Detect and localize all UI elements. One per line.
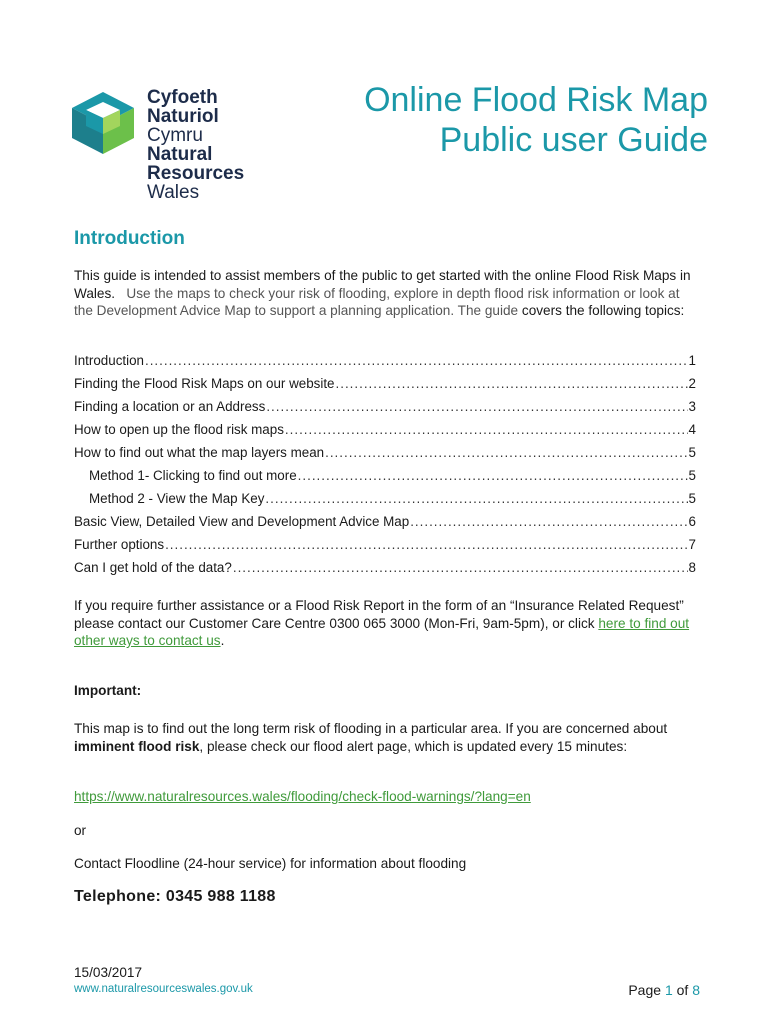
page-current: 1 <box>664 982 673 998</box>
toc-leader-dots <box>266 395 687 418</box>
toc-entry[interactable] <box>74 533 696 556</box>
footer-website: www.naturalresourceswales.gov.uk <box>74 983 253 995</box>
toc-leader-dots <box>285 418 688 441</box>
nrw-logo-icon <box>70 90 136 156</box>
flood-warnings-url-line <box>74 788 694 806</box>
toc-entry-title: Introduction <box>74 353 144 368</box>
toc-leader-dots <box>410 510 687 533</box>
or-text: or <box>74 823 87 838</box>
contact-link[interactable]: here to find out other ways to contact us <box>74 615 690 648</box>
toc-entry-page: 6 <box>688 514 696 529</box>
toc-leader-dots <box>325 441 687 464</box>
imminent-flood-risk: imminent flood risk <box>74 738 200 754</box>
flood-warnings-link[interactable]: https://www.naturalresources.wales/flooding/check-flood-warnings/?lang=en <box>74 789 531 804</box>
logo-line: Wales <box>147 182 200 203</box>
telephone: Telephone: 0345 988 1188 <box>74 888 276 905</box>
toc-entry-page: 4 <box>688 422 696 437</box>
logo-line: Cymru <box>147 125 203 146</box>
logo-line: Natural <box>147 144 213 165</box>
toc-entry-page: 1 <box>688 353 696 368</box>
toc-leader-dots <box>165 533 687 556</box>
logo-line: Naturiol <box>147 106 219 127</box>
toc-entry-page: 8 <box>688 560 696 575</box>
introduction-paragraph <box>74 267 694 320</box>
important-paragraph <box>74 720 694 755</box>
toc-entry[interactable] <box>74 556 696 579</box>
document-title <box>364 80 708 160</box>
toc-entry-title: Further options <box>74 537 165 552</box>
page-number <box>628 982 700 998</box>
toc-entry-title: Method 1- Clicking to find out more <box>89 468 297 483</box>
toc-entry[interactable] <box>74 487 696 510</box>
important-heading: Important: <box>74 683 142 698</box>
important-text-a: This map is to find out the long term risk of flooding in a particular area. If you are concerned about <box>74 721 668 736</box>
table-of-contents <box>74 349 696 579</box>
toc-entry[interactable] <box>74 372 696 395</box>
assistance-end: . <box>220 633 225 648</box>
toc-entry[interactable] <box>74 510 696 533</box>
toc-entry-page: 2 <box>688 376 696 391</box>
assistance-text: If you require further assistance or a Flood Risk Report in the form of an “Insurance Related Request” please contact our Customer Care Centre 0300 065 3000 (Mon-Fri, 9am-5pm), or click <box>74 598 684 631</box>
toc-leader-dots <box>233 556 688 579</box>
page-of: of <box>676 982 689 998</box>
toc-leader-dots <box>298 464 688 487</box>
intro-text-3: covers the following topics: <box>521 303 685 318</box>
logo-line: Resources <box>147 163 245 184</box>
introduction-heading: Introduction <box>74 228 185 249</box>
toc-entry[interactable] <box>74 464 696 487</box>
toc-entry-page: 5 <box>688 445 696 460</box>
toc-entry-page: 5 <box>688 468 696 483</box>
toc-entry-title: How to find out what the map layers mean <box>74 445 325 460</box>
toc-entry-page: 3 <box>688 399 696 414</box>
title-line-2: Public user Guide <box>439 121 708 159</box>
toc-leader-dots <box>336 372 688 395</box>
toc-entry-title: How to open up the flood risk maps <box>74 422 284 437</box>
toc-entry-title: Finding a location or an Address <box>74 399 266 414</box>
toc-entry-page: 5 <box>688 491 696 506</box>
toc-entry[interactable] <box>74 418 696 441</box>
toc-entry-title: Finding the Flood Risk Maps on our website <box>74 376 335 391</box>
intro-text-2: Use the maps to check your risk of flooding, explore in depth flood risk information or look at the Development Advice Map to support a planning application. The guide <box>74 285 680 318</box>
toc-entry[interactable] <box>74 349 696 372</box>
toc-leader-dots <box>145 349 688 372</box>
toc-leader-dots <box>265 487 687 510</box>
logo-line: Cyfoeth <box>147 87 218 108</box>
page-label: Page <box>628 982 662 998</box>
floodline-text: Contact Floodline (24-hour service) for information about flooding <box>74 856 467 871</box>
title-line-1: Online Flood Risk Map <box>364 81 708 119</box>
footer-date: 15/03/2017 <box>74 965 143 980</box>
page-total: 8 <box>692 982 700 998</box>
toc-entry[interactable] <box>74 395 696 418</box>
nrw-logo <box>70 88 270 206</box>
intro-text-1: This guide is intended to assist members of the public to get started with the online Flood Risk Maps in Wales. <box>74 268 691 301</box>
toc-entry[interactable] <box>74 441 696 464</box>
important-text-b: , please check our flood alert page, which is updated every 15 minutes: <box>199 738 628 754</box>
toc-entry-page: 7 <box>688 537 696 552</box>
toc-entry-title: Method 2 - View the Map Key <box>89 491 265 506</box>
assistance-paragraph <box>74 597 694 650</box>
toc-entry-title: Basic View, Detailed View and Development Advice Map <box>74 514 410 529</box>
toc-entry-title: Can I get hold of the data? <box>74 560 232 575</box>
